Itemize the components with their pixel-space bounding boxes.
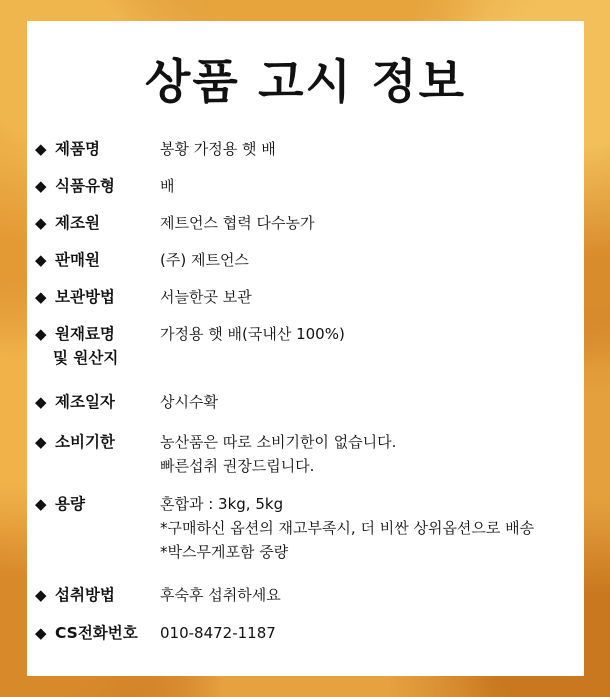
- diamond-bullet-icon: ◆: [35, 214, 47, 232]
- row-label: ◆ 원재료명 및 원산지: [35, 322, 118, 370]
- row-value: 후숙후 섭취하세요: [160, 586, 281, 604]
- row-value: 혼합과 : 3kg, 5kg *구매하신 옵션의 재고부족시, 더 비싼 상위옵션으로 배송 *박스무게포함 중량: [160, 495, 535, 561]
- row-value: 배: [160, 177, 175, 195]
- diamond-bullet-icon: ◆: [35, 251, 47, 269]
- row-value: 제트언스 협력 다수농가: [160, 214, 315, 232]
- diamond-bullet-icon: ◆: [35, 325, 47, 343]
- row-value: (주) 제트언스: [160, 251, 249, 269]
- row-value: 010-8472-1187: [160, 624, 276, 642]
- row-value: 가정용 햇 배(국내산 100%): [160, 325, 345, 343]
- row-label: ◆ 제조원: [35, 211, 100, 235]
- diamond-bullet-icon: ◆: [35, 495, 47, 513]
- page-title: 상품 고시 정보: [144, 55, 467, 110]
- diamond-bullet-icon: ◆: [35, 624, 47, 642]
- row-label: ◆ 섭취방법: [35, 583, 115, 607]
- diamond-bullet-icon: ◆: [35, 393, 47, 411]
- row-label: ◆ 판매원: [35, 248, 100, 272]
- row-label: ◆ 제조일자: [35, 390, 115, 414]
- diamond-bullet-icon: ◆: [35, 140, 47, 158]
- row-value: 상시수확: [160, 393, 218, 411]
- row-value: 서늘한곳 보관: [160, 288, 252, 306]
- diamond-bullet-icon: ◆: [35, 433, 47, 451]
- diamond-bullet-icon: ◆: [35, 586, 47, 604]
- product-info-card: [27, 21, 584, 676]
- row-label: ◆ 소비기한: [35, 430, 115, 454]
- row-value: 봉황 가정용 햇 배: [160, 140, 276, 158]
- row-label: ◆ 제품명: [35, 137, 100, 161]
- row-label: ◆ CS전화번호: [35, 621, 138, 645]
- row-value: 농산품은 따로 소비기한이 없습니다. 빠른섭취 권장드립니다.: [160, 433, 397, 475]
- diamond-bullet-icon: ◆: [35, 177, 47, 195]
- row-label: ◆ 식품유형: [35, 174, 115, 198]
- row-label: ◆ 보관방법: [35, 285, 115, 309]
- diamond-bullet-icon: ◆: [35, 288, 47, 306]
- row-label: ◆ 용량: [35, 492, 85, 516]
